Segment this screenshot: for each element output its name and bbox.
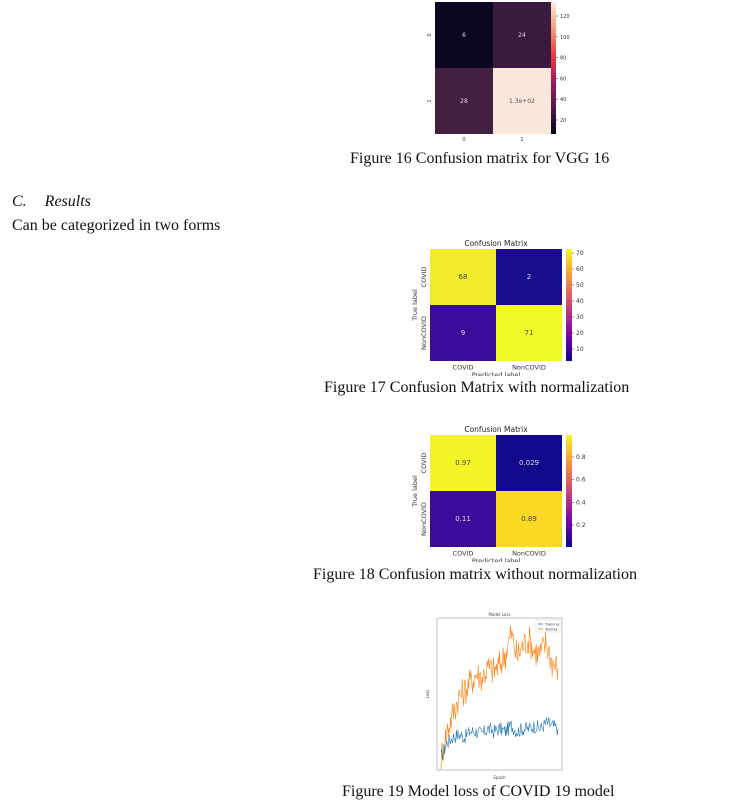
- figure-18-chart: [408, 426, 588, 562]
- fig18-colorbar-label-0: 0.8: [576, 454, 586, 461]
- fig18-cell-label-1-0: 0.11: [455, 515, 471, 523]
- figure-18-caption: Figure 18 Confusion matrix without normalization: [313, 566, 637, 583]
- fig19-legend-label-1: Testing: [545, 627, 558, 632]
- fig17-cell-label-1-1: 71: [524, 329, 534, 337]
- fig16-colorbar: [551, 2, 556, 134]
- fig16-colorbar-label-4: 40: [560, 97, 567, 104]
- figure-19-chart: [425, 610, 570, 780]
- fig19-title: Model Loss: [488, 612, 511, 617]
- fig16-colorbar-label-3: 60: [560, 76, 567, 83]
- section-heading: [12, 193, 91, 211]
- fig16-cell-label-0-0: 6: [462, 32, 466, 39]
- fig17-x-tick-0: COVID: [452, 363, 474, 372]
- section-text: Can be categorized in two forms: [12, 217, 221, 234]
- fig16-y-tick-1: 1: [427, 99, 433, 103]
- fig17-colorbar: [566, 249, 572, 361]
- fig19-legend-label-0: Training: [545, 622, 559, 627]
- fig16-cell-label-0-1: 24: [518, 32, 526, 39]
- fig19-plot-area: [437, 618, 562, 770]
- fig17-xlabel: Predicted label: [471, 371, 521, 376]
- fig17-colorbar-label-3: 40: [576, 298, 584, 305]
- fig17-colorbar-label-4: 30: [576, 314, 584, 321]
- fig18-cell-label-0-1: 0.029: [518, 459, 540, 467]
- figure-17-caption: Figure 17 Confusion Matrix with normalization: [324, 379, 630, 396]
- fig18-x-tick-1: NonCOVID: [512, 549, 546, 558]
- fig17-y-tick-0: COVID: [420, 266, 428, 288]
- fig17-ylabel: True label: [411, 289, 419, 321]
- fig18-title: Confusion Matrix: [464, 426, 528, 434]
- figure-16-chart: [425, 2, 575, 148]
- fig16-x-tick-1: 1: [520, 137, 524, 143]
- fig17-title: Confusion Matrix: [464, 240, 528, 248]
- fig19-xlabel: Epoch: [493, 775, 506, 780]
- fig18-cell-label-1-1: 0.89: [521, 515, 537, 523]
- fig19-ylabel: Loss: [425, 689, 430, 699]
- figure-19: [425, 610, 570, 780]
- fig16-colorbar-label-2: 80: [560, 55, 567, 62]
- fig16-colorbar-label-5: 20: [560, 118, 567, 124]
- fig18-colorbar: [566, 435, 572, 547]
- fig17-colorbar-label-1: 60: [576, 266, 584, 273]
- fig17-cell-label-1-0: 9: [460, 329, 466, 337]
- fig17-colorbar-label-0: 70: [576, 250, 584, 257]
- fig18-y-tick-0: COVID: [420, 452, 428, 474]
- fig18-ylabel: True label: [411, 475, 419, 507]
- fig16-cell-label-1-0: 28: [460, 98, 468, 105]
- fig17-colorbar-label-6: 10: [576, 346, 584, 353]
- figure-17-chart: [408, 240, 588, 376]
- fig17-cell-label-0-0: 68: [458, 273, 468, 281]
- fig16-y-tick-0: 0: [427, 33, 433, 37]
- fig16-x-tick-0: 0: [462, 137, 466, 143]
- section-title: Results: [44, 193, 91, 210]
- figure-19-caption: Figure 19 Model loss of COVID 19 model: [342, 783, 615, 800]
- figure-16-caption: Figure 16 Confusion matrix for VGG 16: [350, 150, 610, 167]
- figure-18: [408, 426, 588, 562]
- section-marker: C.: [12, 193, 27, 210]
- fig18-colorbar-label-1: 0.6: [576, 476, 586, 484]
- figure-17: [408, 240, 588, 376]
- fig17-x-tick-1: NonCOVID: [512, 363, 546, 372]
- fig17-colorbar-label-5: 20: [576, 330, 584, 337]
- fig18-colorbar-label-2: 0.4: [576, 499, 586, 507]
- fig18-x-tick-0: COVID: [452, 549, 474, 558]
- fig18-y-tick-1: NonCOVID: [420, 502, 428, 536]
- fig18-cell-label-0-0: 0.97: [455, 459, 471, 467]
- fig17-cell-label-0-1: 2: [526, 273, 532, 281]
- fig18-colorbar-label-3: 0.2: [576, 522, 586, 529]
- fig17-colorbar-label-2: 50: [576, 282, 584, 289]
- fig16-cell-label-1-1: 1.3e+02: [509, 98, 535, 105]
- fig18-xlabel: Predicted label: [471, 557, 521, 562]
- fig16-colorbar-label-0: 120: [560, 14, 570, 20]
- fig16-colorbar-label-1: 100: [560, 34, 570, 41]
- figure-16: [425, 2, 575, 148]
- fig17-y-tick-1: NonCOVID: [420, 316, 428, 350]
